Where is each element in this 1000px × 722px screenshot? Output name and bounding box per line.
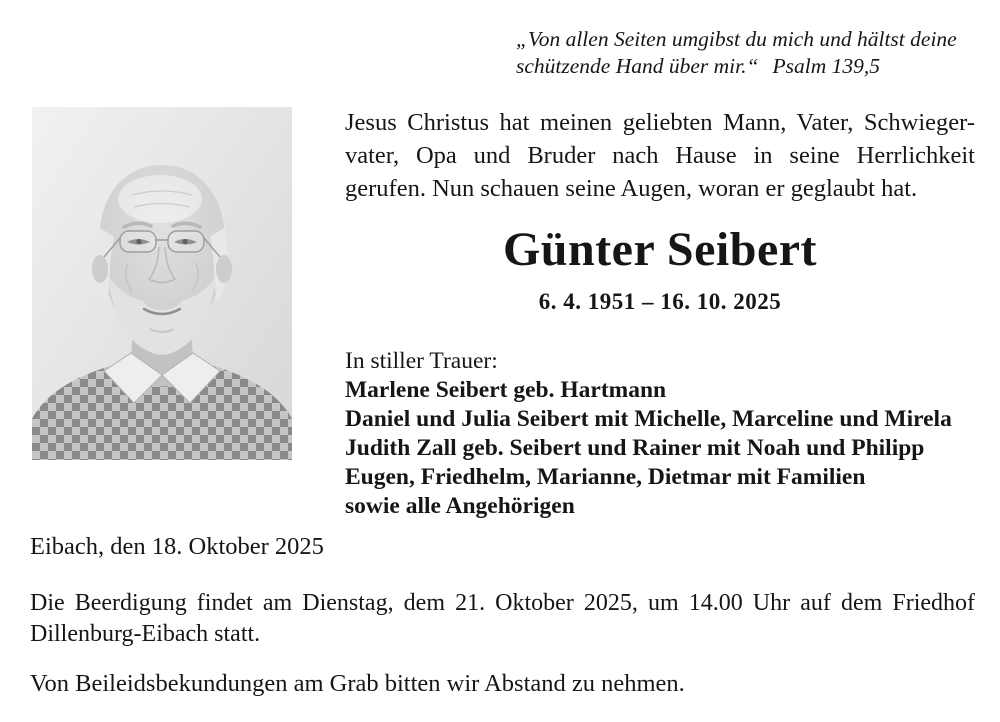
funeral-notice-line: Die Beerdigung findet am Dienstag, dem 21. Oktober 2025, um 14.00 Uhr auf dem Friedhof: [30, 590, 975, 616]
place-date-line: Eibach, den 18. Oktober 2025: [30, 533, 324, 560]
portrait-photo-image: [32, 107, 292, 460]
portrait-photo: [32, 107, 292, 460]
mourners-label: In stiller Trauer:: [345, 348, 498, 375]
mourner-name: Marlene Seibert geb. Hartmann: [345, 377, 667, 404]
announcement-line: vater, Opa und Bruder nach Hause in seine Herrlichkeit: [345, 142, 975, 169]
announcement-line: gerufen. Nun schauen seine Augen, woran er geglaubt hat.: [345, 175, 918, 202]
deceased-name: Günter Seibert: [502, 223, 818, 276]
mourners-list: [345, 347, 975, 521]
bible-quote-line: schützende Hand über mir.“ Psalm 139,5: [516, 54, 880, 78]
mourner-name: sowie alle Angehörigen: [345, 493, 575, 520]
bible-quote: [516, 26, 981, 80]
funeral-notice-line: Dillenburg-Eibach statt.: [30, 621, 261, 647]
announcement-text: [345, 106, 975, 205]
mourner-name: Judith Zall geb. Seibert und Rainer mit Noah und Philipp: [345, 435, 925, 462]
announcement-column: [345, 106, 975, 521]
bible-quote-line: „Von allen Seiten umgibst du mich und hältst deine: [516, 27, 957, 51]
condolence-note: Von Beileidsbekundungen am Grab bitten wir Abstand zu nehmen.: [30, 670, 685, 697]
deceased-dates: 6. 4. 1951 – 16. 10. 2025: [538, 289, 782, 315]
mourner-name: Eugen, Friedhelm, Marianne, Dietmar mit Familien: [345, 464, 866, 491]
mourner-name: Daniel und Julia Seibert mit Michelle, Marceline und Mirela: [345, 406, 952, 433]
bible-quote-source: Psalm 139,5: [772, 54, 880, 78]
announcement-line: Jesus Christus hat meinen geliebten Mann, Vater, Schwieger-: [345, 109, 975, 136]
funeral-notice: [30, 588, 975, 650]
